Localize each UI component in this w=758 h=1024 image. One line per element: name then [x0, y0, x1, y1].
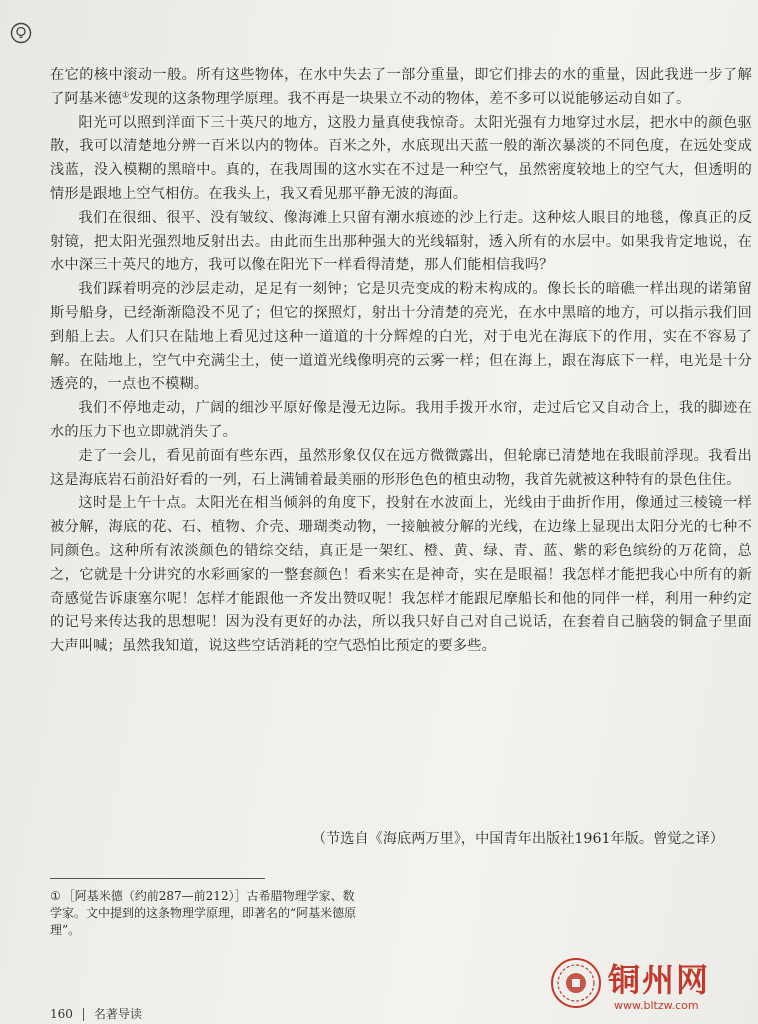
footnote-marker: ① — [50, 889, 61, 903]
footnote-divider — [50, 878, 265, 879]
watermark-name: 铜州网 — [608, 961, 711, 999]
paragraph: 我们踩着明亮的沙层走动，足足有一刻钟；它是贝壳变成的粉末构成的。像长长的暗礁一样出现的诺第留斯号船身，已经渐渐隐没不见了；但它的探照灯，射出十分清楚的亮光，在水中黑暗的地方，可以指示我们回到船上去。人们只在陆地上看见过这种一道道的十分辉煌的白光，对于电光在海底下的作用，实在不容易了解。在陆地上，空气中充满尘土，使一道道光线像明亮的云雾一样；但在海上，跟在海底下一样，电光是十分透亮的，一点也不模糊。 — [50, 281, 752, 393]
footnote-text: ［阿基米德（约前287—前212）］古希腊物理学家、数学家。文中提到的这条物理学原理，即著名的“阿基米德原理”。 — [50, 889, 357, 937]
footnote — [50, 888, 360, 939]
section-title: 名著导读 — [93, 1007, 142, 1021]
watermark-url: www.bltzw.com — [614, 999, 699, 1012]
page-footer — [50, 1005, 142, 1022]
footnote-ref: ① — [121, 90, 130, 100]
watermark-logo-icon — [550, 957, 602, 1009]
paragraph: 这时是上午十点。太阳光在相当倾斜的角度下，投射在水波面上，光线由于曲折作用，像通过三棱镜一样被分解，海底的花、石、植物、介壳、珊瑚类动物，一接触被分解的光线，在边缘上显现出太阳分光的七种不同颜色。这种所有浓淡颜色的错综交结，真正是一架红、橙、黄、绿、青、蓝、紫的彩色缤纷的万花筒，总之，它就是十分讲究的水彩画家的一整套颜色！看来实在是神奇，实在是眼福！我怎样才能把我心中所有的新奇感觉告诉康塞尔呢！怎样才能跟他一齐发出赞叹呢！我怎样才能跟尼摩船长和他的同伴一样，利用一种约定的记号来传达我的思想呢！因为没有更好的办法，所以我只好自己对自己说话，在套着自己脑袋的铜盒子里面大声叫喊；虽然我知道，说这些空话消耗的空气恐怕比预定的要多些。 — [50, 495, 752, 655]
footer-divider — [83, 1008, 84, 1021]
paragraph: 在它的核中滚动一般。所有这些物体，在水中失去了一部分重量，即它们排去的水的重量，因此我进一步了解了阿基米德①发现的这条物理学原理。我不再是一块果立不动的物体，差不多可以说能够运动自如了。 — [50, 67, 752, 107]
watermark — [550, 955, 750, 1019]
body-text — [50, 64, 752, 659]
bulb-icon — [10, 22, 32, 44]
paragraph: 阳光可以照到洋面下三十英尺的地方，这股力量真使我惊奇。太阳光强有力地穿过水层，把水中的颜色驱散，我可以清楚地分辨一百米以内的物体。百米之外，水底现出天蓝一般的渐次暴淡的不同色度，在远处变成浅蓝，没入模糊的黑暗中。真的，在我周围的这水实在不过是一种空气，虽然密度较地上的空气大，但透明的情形是跟地上空气相仿。在我头上，我又看见那平静无波的海面。 — [50, 114, 752, 202]
paragraph: 我们在很细、很平、没有皱纹、像海滩上只留有潮水痕迹的沙上行走。这种炫人眼目的地毯，像真正的反射镜，把太阳光强烈地反射出去。由此而生出那种强大的光线辐射，透入所有的水层中。如果我肯定地说，在水中深三十英尺的地方，我可以像在阳光下一样看得清楚，那人们能相信我吗？ — [50, 209, 752, 274]
page-number: 160 — [50, 1007, 73, 1021]
paragraph: 我们不停地走动，广阔的细沙平原好像是漫无边际。我用手拨开水帘，走过后它又自动合上，我的脚迹在水的压力下也立即就消失了。 — [50, 400, 752, 440]
paragraph: 走了一会儿，看见前面有些东西，虽然形象仅仅在远方微微露出，但轮廓已清楚地在我眼前浮现。我看出这是海底岩石前沿好看的一列，石上满铺着最美丽的形形色色的植虫动物，我首先就被这种特有的景色住住。 — [50, 447, 752, 488]
source-citation: （节选自《海底两万里》，中国青年出版社1961年版。曾觉之译） — [311, 831, 724, 847]
